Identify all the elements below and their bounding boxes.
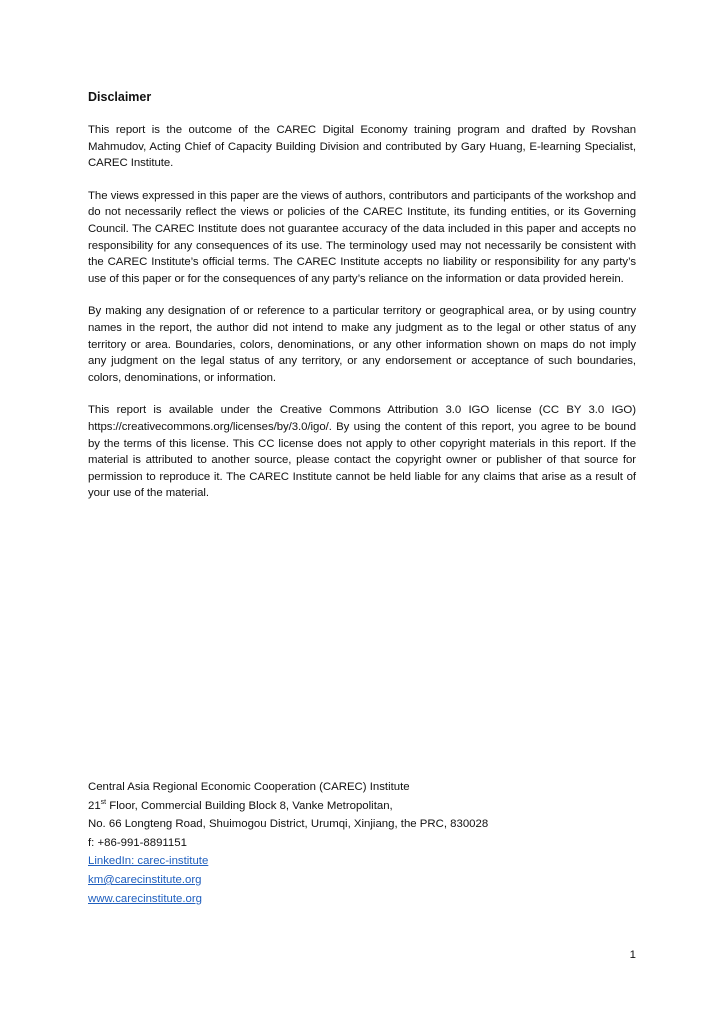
contact-block	[88, 778, 588, 908]
disclaimer-heading: Disclaimer	[88, 90, 152, 104]
fax-number: f: +86-991-8891151	[88, 836, 187, 849]
floor-rest: Floor, Commercial Building Block 8, Vanke Metropolitan,	[106, 799, 393, 812]
organization-name: Central Asia Regional Economic Cooperation (CAREC) Institute	[88, 781, 410, 793]
floor-number: 21	[88, 799, 101, 812]
disclaimer-section	[88, 88, 636, 518]
disclaimer-paragraph-territory: By making any designation of or reference to a particular territory or geographical area, or by using country names in the report, the author did not intend to make any judgment as to the legal or other status of any territory or area. Boundaries, colors, denominations, or any other information shown on maps do not imply any judgment on the legal status of any territory, or any endorsement or acceptance of such boundaries, colors, denominations, or information.	[88, 305, 636, 384]
linkedin-link[interactable]: LinkedIn: carec-institute	[88, 855, 209, 868]
disclaimer-paragraph-views: The views expressed in this paper are the views of authors, contributors and participants of the workshop and do not necessarily reflect the views or policies of the CAREC Institute, its funding entities, or its Governing Council. The CAREC Institute does not guarantee accuracy of the data included in this paper and accepts no responsibility for any consequences of its use. The terminology used may not necessarily be consistent with the CAREC Institute’s official terms. The CAREC Institute accepts no liability or responsibility for any party’s use of this paper or for the consequences of any party’s reliance on the information or data provided herein.	[88, 189, 636, 285]
floor-ordinal-suffix: st	[100, 798, 107, 806]
website-link[interactable]: www.carecinstitute.org	[88, 892, 202, 905]
address-line-street: No. 66 Longteng Road, Shuimogou District, Urumqi, Xinjiang, the PRC, 830028	[88, 818, 489, 831]
disclaimer-paragraph-license: This report is available under the Creative Commons Attribution 3.0 IGO license (CC BY 3.0 IGO) https://creativecommons.org/licenses/by/3.0/igo/. By using the content of this report, you agree to be bound by the terms of this license. This CC license does not apply to other copyright materials in this report. If the material is attributed to another source, please contact the copyright owner or publisher of that source for permission to reproduce it. The CAREC Institute cannot be held liable for any claims that arise as a result of your use of the material.	[88, 404, 636, 500]
address-line-floor	[88, 797, 588, 816]
disclaimer-paragraph-authorship: This report is the outcome of the CAREC Digital Economy training program and drafted by Rovshan Mahmudov, Acting Chief of Capacity Building Division and contributed by Gary Huang, E-learning Specialist, CAREC Institute.	[88, 124, 636, 170]
email-link[interactable]: km@carecinstitute.org	[88, 873, 202, 886]
page-number: 1	[629, 949, 636, 961]
